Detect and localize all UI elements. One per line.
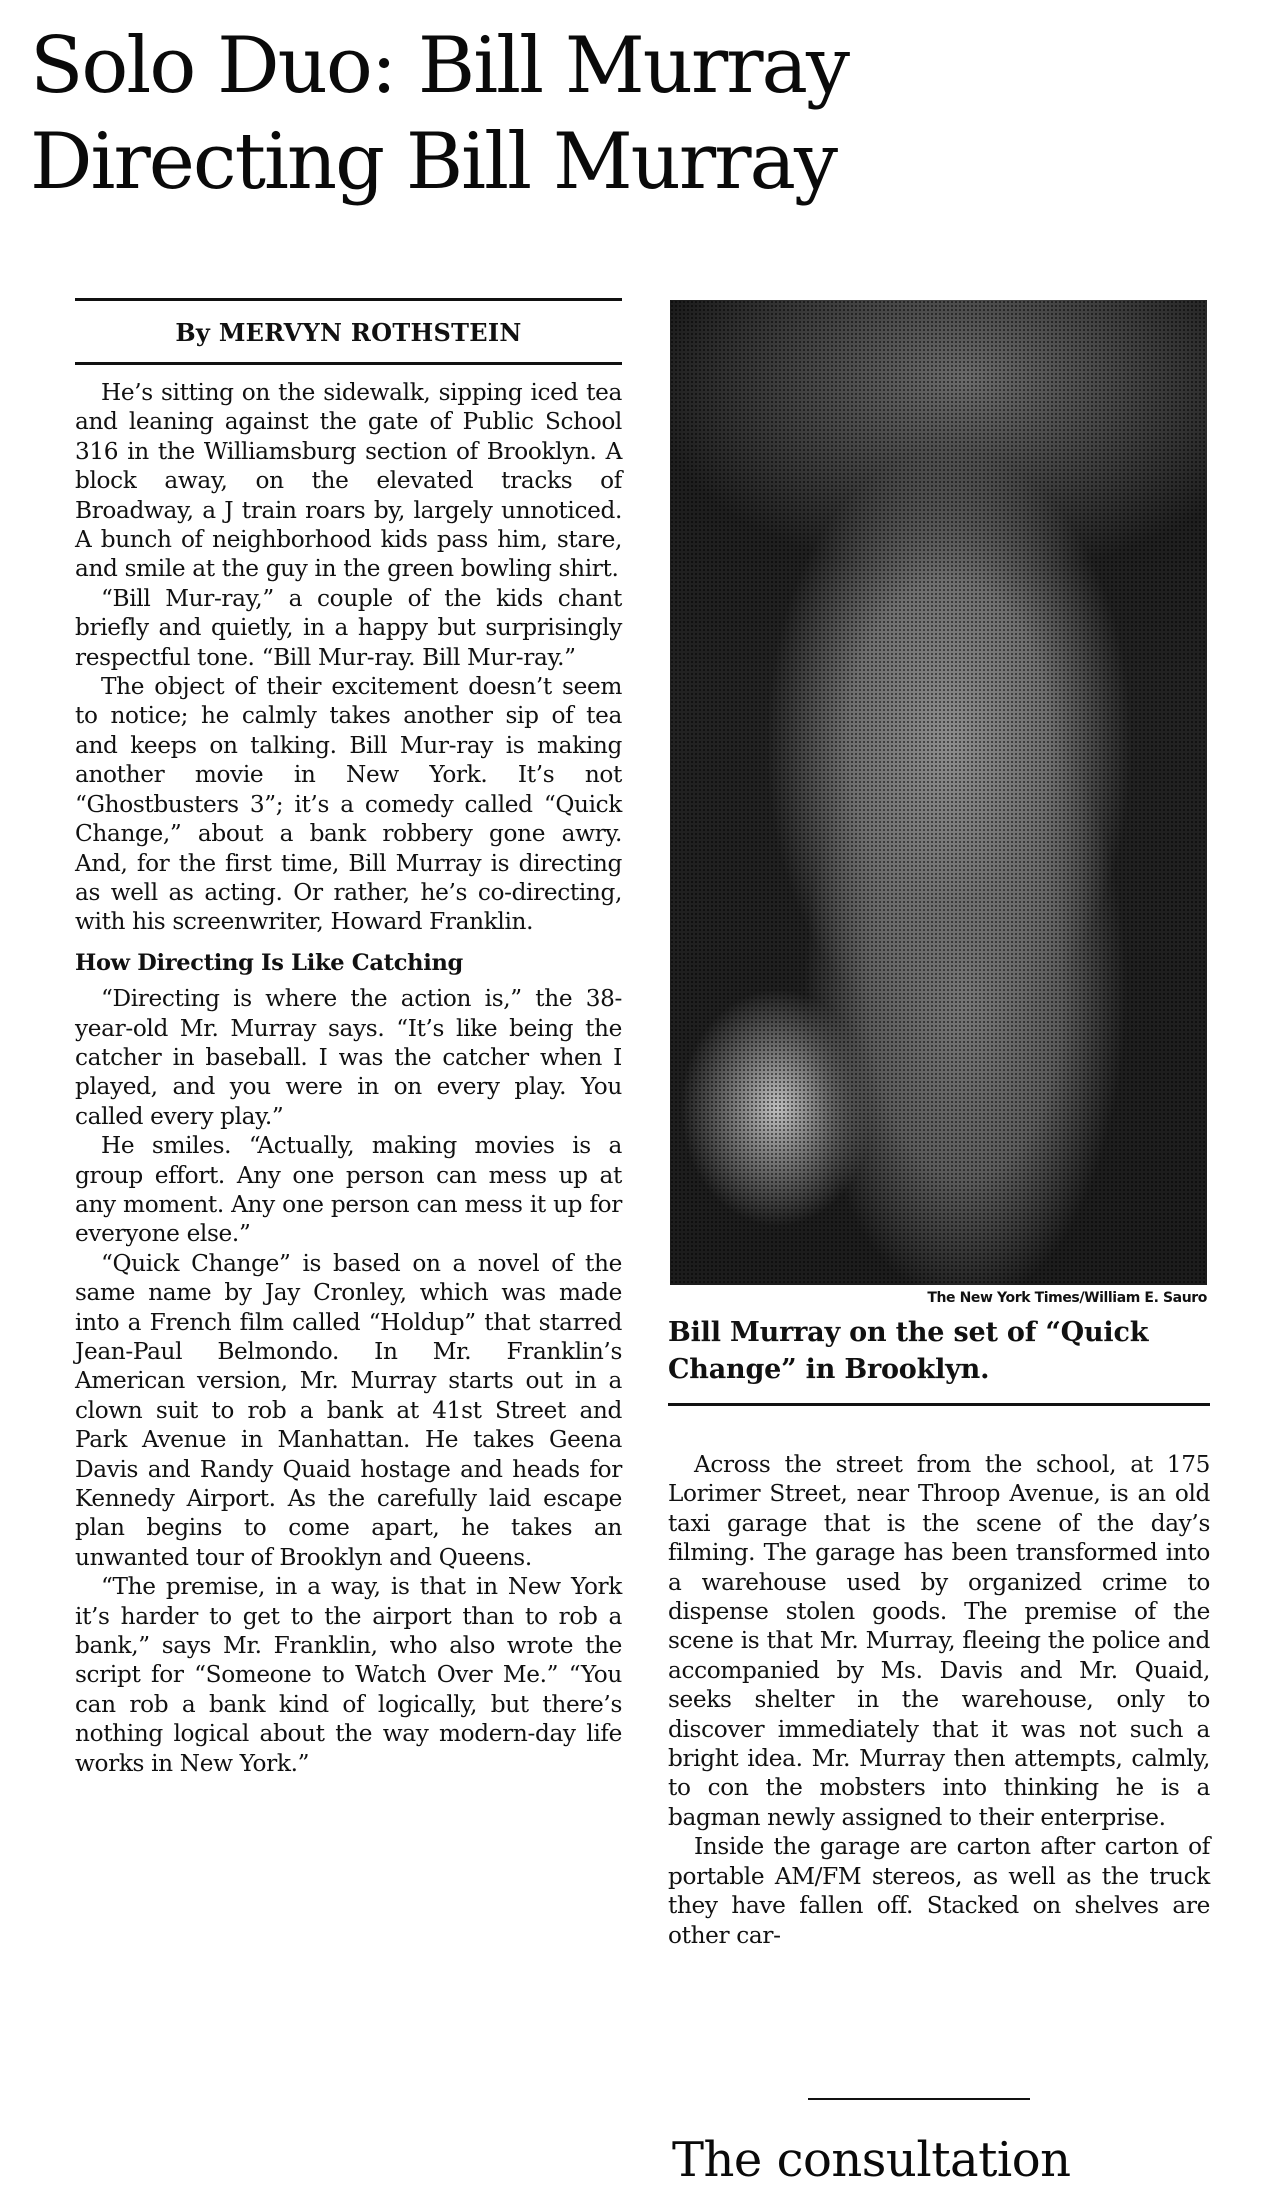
subhead: How Directing Is Like Catching — [75, 949, 463, 976]
paragraph: “Quick Change” is based on a novel of the same name by Jay Cronley, which was made into a French film called “Holdup” that starred Jean-Paul Belmondo. In Mr. Franklin’s American version, Mr. Murray starts out in a clown suit to rob a bank at 41st Street and Park Avenue in Manhattan. He takes Geena Davis and Randy Quaid hostage and heads for Kennedy Airport. As the carefully laid escape plan begins to come apart, he takes an unwanted tour of Brooklyn and Queens. — [75, 1249, 622, 1571]
article-headline — [30, 18, 1250, 210]
paragraph: The object of their excitement doesn’t seem to notice; he calmly takes another sip of tea and keeps on talking. Bill Mur-ray is making another movie in New York. It’s not “Ghostbusters 3”; it’s a comedy called “Quick Change,” about a bank robbery gone awry. And, for the first time, Bill Murray is directing as well as acting. Or rather, he’s co-directing, with his screenwriter, Howard Franklin. — [75, 673, 622, 936]
paragraph: “Bill Mur-ray,” a couple of the kids chant briefly and quietly, in a happy but surprisingly respectful tone. “Bill Mur-ray. Bill Mur-ray.” — [75, 584, 622, 671]
bill-murray-photo — [670, 300, 1207, 1285]
paragraph: “Directing is where the action is,” the 38-year-old Mr. Murray says. “It’s like being the catcher in baseball. I was the catcher when I played, and you were in on every play. You called every play.” — [75, 985, 622, 1130]
paragraph: “The premise, in a way, is that in New York it’s harder to get to the airport than to rob a bank,” says Mr. Franklin, who also wrote the script for “Someone to Watch Over Me.” “You can rob a bank kind of logically, but there’s nothing logical about the way modern-day life works in New York.” — [75, 1573, 622, 1777]
right-column — [668, 1450, 1210, 1950]
left-column — [75, 378, 622, 1778]
photo-caption: Bill Murray on the set of “Quick Change” in Brooklyn. — [668, 1317, 1149, 1385]
headline-line-1: Solo Duo: Bill Murray — [30, 21, 849, 111]
photo-credit: The New York Times/William E. Sauro — [927, 1290, 1207, 1306]
byline: By MERVYN ROTHSTEIN — [175, 318, 522, 347]
caption-bottom-rule — [668, 1403, 1210, 1406]
paragraph: He’s sitting on the sidewalk, sipping iced tea and leaning against the gate of Public School 316 in the Williamsburg section of Brooklyn. A block away, on the elevated tracks of Broadway, a J train roars by, largely unnoticed. A bunch of neighborhood kids pass him, stare, and smile at the guy in the green bowling shirt. — [75, 379, 622, 583]
byline-top-rule — [75, 298, 622, 301]
paragraph: Inside the garage are carton after carton of portable AM/FM stereos, as well as the truck they have fallen off. Stacked on shelves are other car- — [668, 1833, 1210, 1949]
pull-quote-heading: The consultation — [672, 2132, 1071, 2188]
byline-bottom-rule — [75, 362, 622, 365]
pull-quote-rule — [808, 2098, 1030, 2100]
paragraph: He smiles. “Actually, making movies is a group effort. Any one person can mess up at any moment. Any one person can mess it up for everyone else.” — [75, 1132, 622, 1248]
headline-line-2: Directing Bill Murray — [30, 117, 837, 207]
paragraph: Across the street from the school, at 175 Lorimer Street, near Throop Avenue, is an old taxi garage that is the scene of the day’s filming. The garage has been transformed into a warehouse used by organized crime to dispense stolen goods. The premise of the scene is that Mr. Murray, fleeing the police and accompanied by Ms. Davis and Mr. Quaid, seeks shelter in the warehouse, only to discover immediately that it was not such a bright idea. Mr. Murray then attempts, calmly, to con the mobsters into thinking he is a bagman newly assigned to their enterprise. — [668, 1451, 1210, 1831]
